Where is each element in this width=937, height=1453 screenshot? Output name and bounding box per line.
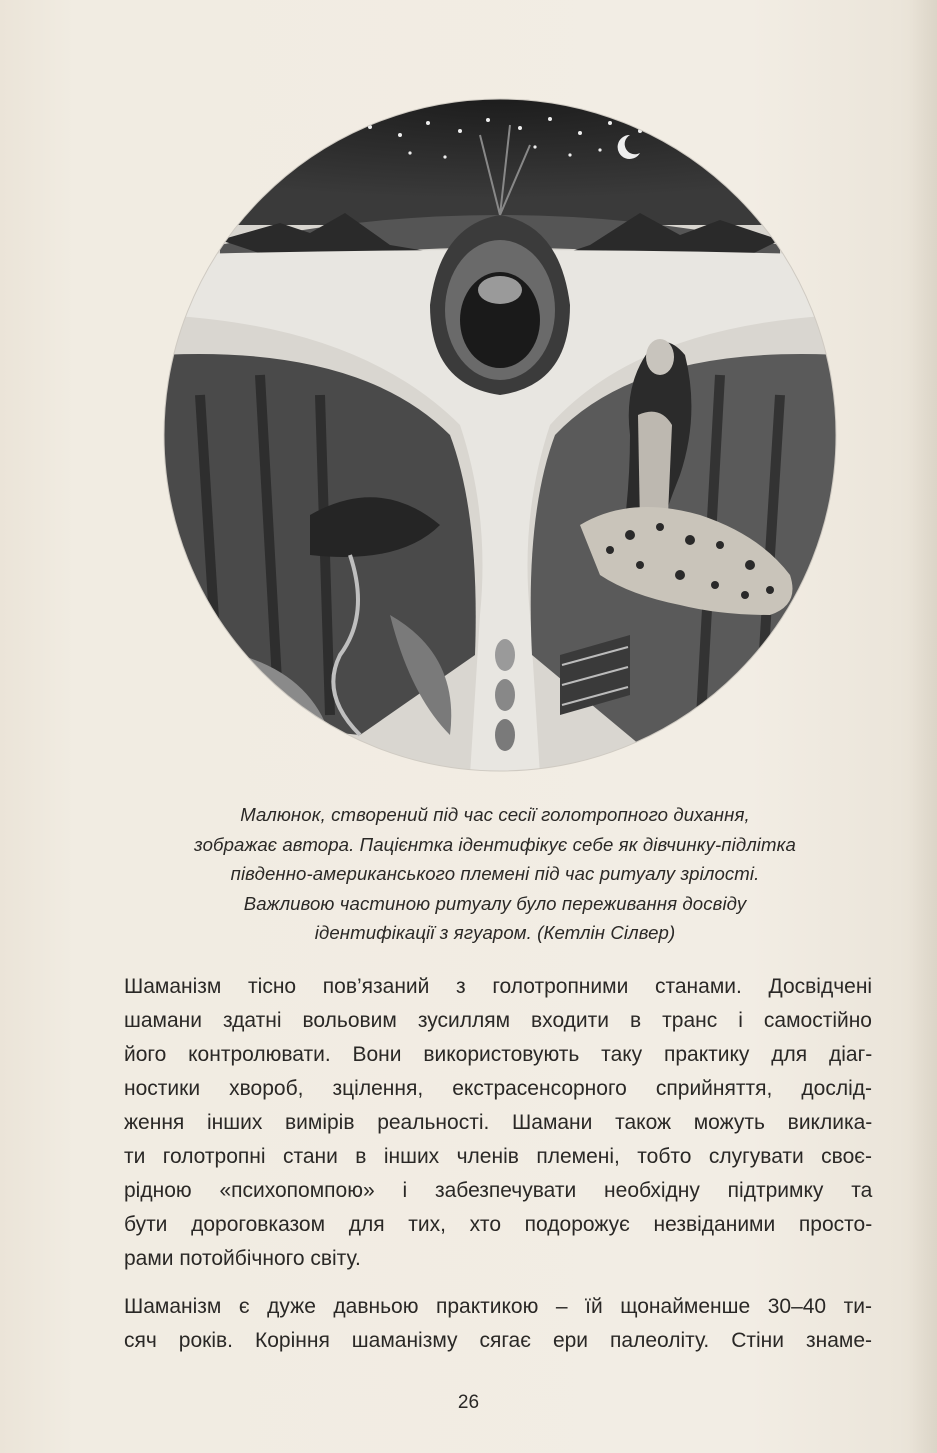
text-line: рами потойбічного світу. [124,1247,361,1270]
figure-caption [100,800,890,948]
caption-line: південно-американського племені під час ритуалу зрілості. [230,863,760,884]
text-line: ти голотропні стани в інших членів племені, тобто слугувати своє- [124,1145,872,1168]
paragraph-shamanism-ancient [124,1290,872,1358]
text-line: ження інших вимірів реальності. Шамани також можуть виклика- [124,1111,873,1134]
text-line: рідною «психопомпою» і забезпечувати необхідну підтримку та [124,1179,873,1202]
text-line: його контролювати. Вони використовують таку практику для діаг- [124,1043,873,1066]
caption-line: Малюнок, створений під час сесії голотропного дихання, [240,804,750,825]
holotropic-breathwork-drawing [160,95,840,775]
paragraph-shamanism-holotropic [124,970,872,1276]
text-line: бути дороговказом для тих, хто подорожує незвіданими просто- [124,1213,873,1236]
text-line: ностики хвороб, зцілення, екстрасенсорного сприйняття, дослід- [124,1077,872,1100]
text-line: Шаманізм тісно пов’язаний з голотропними станами. Досвідчені [124,975,873,998]
text-line: сяч років. Коріння шаманізму сягає ери палеоліту. Стіни знаме- [124,1329,872,1352]
page-edge-shadow [909,0,937,1453]
page-number: 26 [457,1392,480,1413]
caption-line: зображає автора. Пацієнтка ідентифікує себе як дівчинку-підлітка [194,833,796,855]
text-line: Шаманізм є дуже давньою практикою – їй щонайменше 30–40 ти- [124,1295,872,1318]
caption-line: ідентифікації з ягуаром. (Кетлін Сілвер) [314,922,676,943]
caption-line: Важливою частиною ритуалу було переживання досвіду [243,892,747,914]
text-line: шамани здатні вольовим зусиллям входити в транс і самостійно [124,1009,872,1032]
